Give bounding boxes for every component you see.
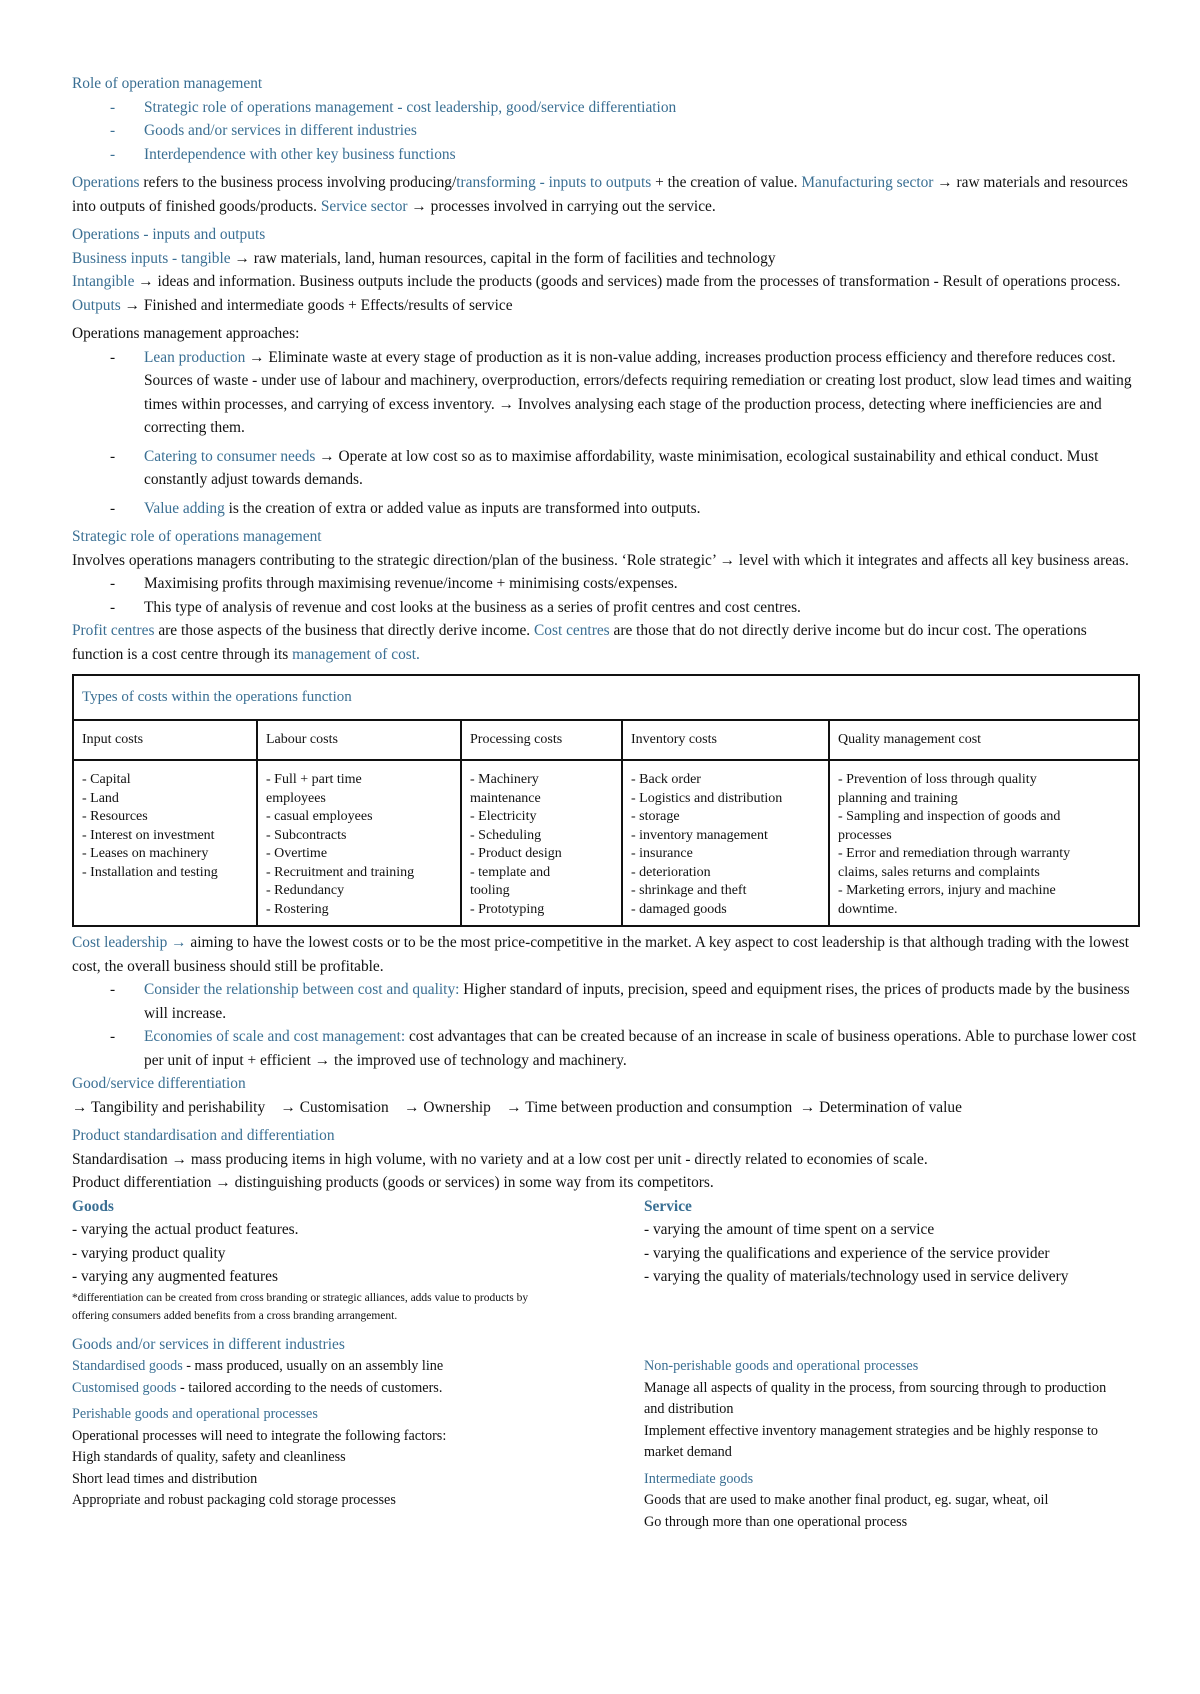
cell-line: - deterioration <box>631 864 711 880</box>
table-header: Inventory costs <box>622 720 829 760</box>
industries-right <box>644 1356 1114 1533</box>
section-title-standardisation: Product standardisation and differentiation <box>72 1127 335 1144</box>
table-cell-input-costs <box>73 760 257 926</box>
cell-line: - insurance <box>631 846 693 861</box>
table-header: Input costs <box>73 720 257 760</box>
role-list <box>72 96 1138 167</box>
goods-title: Goods <box>72 1197 114 1215</box>
cell-line: tooling <box>470 883 510 898</box>
differentiation-factors: → Tangibility and perishability → Customisation → Ownership → Time between production and consumption → Determination of value <box>72 1098 962 1116</box>
term: Cost leadership → <box>72 934 187 951</box>
text: aiming to have the lowest costs or to be the most price-competitive in the market. A key aspect to cost leadership is that although trading with the lowest cost, the overall business should still be profitable. <box>72 934 1130 975</box>
term: Outputs <box>72 296 121 314</box>
cell-line: - Logistics and distribution <box>631 790 783 806</box>
cell-line: - inventory management <box>631 827 768 843</box>
list-item: Short lead times and distribution <box>72 1470 258 1487</box>
cell-line: - Resources <box>82 809 148 824</box>
table-header: Processing costs <box>461 720 622 760</box>
approaches-title: Operations management approaches: <box>72 325 300 342</box>
list-item <box>72 445 1138 492</box>
list-item: - varying the amount of time spent on a service <box>644 1221 935 1238</box>
strategic-list <box>72 572 1138 619</box>
table-header: Labour costs <box>257 720 461 760</box>
text: + the creation of value. <box>651 174 802 191</box>
cell-line: - Leases on machinery <box>82 846 209 861</box>
list-item: High standards of quality, safety and cleanliness <box>72 1449 346 1465</box>
costlead-list <box>72 978 1138 1072</box>
list-item: Implement effective inventory management strategies and be highly response to market demand <box>644 1422 1098 1460</box>
text: are those that do not directly derive income but do incur cost. The operations function is a cost centre through its <box>72 622 1087 663</box>
cell-line: claims, sales returns and complaints <box>838 864 1040 880</box>
list-item: - varying the qualifications and experience of the service provider <box>644 1244 1050 1262</box>
cell-line: - casual employees <box>266 809 373 824</box>
list-item: - varying the quality of materials/technology used in service delivery <box>644 1268 1069 1285</box>
paragraph <box>72 270 1138 294</box>
cell-line: - Electricity <box>470 809 537 824</box>
list-item: - This type of analysis of revenue and cost looks at the business as a series of profit centres and cost centres. <box>72 596 1138 620</box>
term: Consider the relationship between cost and quality: <box>144 981 460 998</box>
list-item: - varying product quality <box>72 1244 226 1262</box>
text: → Finished and intermediate goods + Effects/results of service <box>120 296 513 314</box>
term: Operations <box>72 174 140 191</box>
paragraph <box>72 619 1138 666</box>
text: - mass produced, usually on an assembly line <box>182 1358 444 1374</box>
cell-line: - damaged goods <box>631 901 727 917</box>
list-item: - Maximising profits through maximising revenue/income + minimising costs/expenses. <box>72 572 1138 596</box>
list-item: - Goods and/or services in different industries <box>72 119 1138 143</box>
list-item: - Interdependence with other key business functions <box>72 143 1138 167</box>
nonperishable-title: Non-perishable goods and operational processes <box>644 1358 919 1374</box>
section-title-role: Role of operation management <box>72 75 263 92</box>
term: Customised goods <box>72 1379 177 1396</box>
cell-line: - Redundancy <box>266 883 345 898</box>
intermediate-title: Intermediate goods <box>644 1470 754 1487</box>
text: refers to the business process involving producing/ <box>139 174 457 191</box>
term: Service sector <box>320 197 408 215</box>
cell-line: - storage <box>631 809 680 824</box>
table-cell-inventory-costs <box>622 760 829 926</box>
paragraph: Involves operations managers contributing to the strategic direction/plan of the business. ‘Role strategic’ → level with which it integrates and affects all key business areas. <box>72 551 1129 569</box>
list-item: - varying any augmented features <box>72 1268 278 1285</box>
list-item: Operational processes will need to integrate the following factors: <box>72 1427 447 1444</box>
cell-line: - Back order <box>631 772 701 787</box>
text: → Eliminate waste at every stage of production as it is non-value adding, increases production process efficiency and therefore reduces cost. Sources of waste - under use of labour and machinery, overproduction, errors/defects requiring remediation or creating lost product, slow lead times and waiting times within processes, and carrying of excess inventory. → Involves analysing each stage of the production process, detecting where inefficiencies are and correcting them. <box>144 348 1132 436</box>
list-item <box>72 346 1138 440</box>
goods-column <box>72 1195 644 1325</box>
approaches-list <box>72 346 1138 521</box>
cell-line: - Overtime <box>266 846 328 861</box>
term: Business inputs - tangible <box>72 249 231 267</box>
cell-line: - Prevention of loss through quality <box>838 772 1037 787</box>
text: → raw materials, land, human resources, capital in the form of facilities and technology <box>230 249 776 267</box>
cell-line: - Land <box>82 790 119 806</box>
cell-line: - Capital <box>82 772 131 787</box>
cell-line: - Installation and testing <box>82 864 218 880</box>
cell-line: - Marketing errors, injury and machine <box>838 883 1056 898</box>
text: → processes involved in carrying out the service. <box>407 197 716 215</box>
perishable-title: Perishable goods and operational processes <box>72 1406 318 1422</box>
text: - tailored according to the needs of customers. <box>176 1379 443 1396</box>
paragraph <box>72 294 1138 318</box>
list-item <box>72 1025 1138 1072</box>
text: → ideas and information. Business outputs include the products (goods and services) made from the processes of transformation - Result of operations process. <box>134 273 1121 290</box>
text: are those aspects of the business that directly derive income. <box>154 622 534 639</box>
term: Profit centres <box>72 622 155 639</box>
table-header: Quality management cost <box>829 720 1139 760</box>
industries-left <box>72 1356 644 1533</box>
costs-table <box>72 674 1140 927</box>
text: → raw materials and resources into outputs of finished goods/products. <box>72 174 1128 215</box>
text: is the creation of extra or added value as inputs are transformed into outputs. <box>224 499 701 517</box>
document-body <box>72 72 1138 1533</box>
cell-line: - Machinery <box>470 772 539 787</box>
paragraph: Standardisation → mass producing items in high volume, with no variety and at a low cost per unit - directly related to economies of scale. <box>72 1150 928 1168</box>
cell-line: - Product design <box>470 846 562 861</box>
paragraph <box>72 931 1138 978</box>
term: Economies of scale and cost management: <box>144 1028 406 1045</box>
industries-columns <box>72 1356 1138 1533</box>
term: Catering to consumer needs <box>144 447 316 465</box>
list-item: - varying the actual product features. <box>72 1221 299 1238</box>
term: management of cost. <box>292 645 420 663</box>
table-title: Types of costs within the operations function <box>73 675 1139 720</box>
cell-line: employees <box>266 790 326 806</box>
cell-line: - Rostering <box>266 901 329 917</box>
list-item <box>72 497 1138 521</box>
list-item: Goods that are used to make another final product, eg. sugar, wheat, oil <box>644 1492 1049 1508</box>
operations-definition <box>72 171 1138 218</box>
list-item: - Strategic role of operations management - cost leadership, good/service differentiation <box>72 96 1138 120</box>
paragraph <box>72 1356 644 1378</box>
term: Standardised goods <box>72 1358 183 1374</box>
term: Cost centres <box>534 622 610 639</box>
text: Higher standard of inputs, precision, speed and equipment rises, the prices of products made by the business will increase. <box>144 981 1130 1022</box>
cell-line: - Sampling and inspection of goods and <box>838 809 1061 824</box>
cell-line: downtime. <box>838 901 898 917</box>
section-title-industries: Goods and/or services in different industries <box>72 1335 345 1353</box>
term: Intangible <box>72 273 135 290</box>
cell-line: planning and training <box>838 790 958 806</box>
section-title-differentiation: Good/service differentiation <box>72 1075 246 1092</box>
cell-line: - Scheduling <box>470 827 542 843</box>
table-cell-processing-costs <box>461 760 622 926</box>
table-cell-labour-costs <box>257 760 461 926</box>
service-title: Service <box>644 1197 692 1215</box>
list-item <box>72 978 1138 1025</box>
list-item: Manage all aspects of quality in the process, from sourcing through to production and distribution <box>644 1379 1107 1417</box>
table-cell-quality-costs <box>829 760 1139 926</box>
cell-line: - Error and remediation through warranty <box>838 846 1071 861</box>
goods-service-columns <box>72 1195 1138 1325</box>
service-column <box>644 1195 1138 1325</box>
cell-line: processes <box>838 827 892 843</box>
cell-line: maintenance <box>470 790 541 806</box>
text: cost advantages that can be created because of an increase in scale of business operations. Able to purchase lower cost per unit of input + efficient → the improved use of technology and machinery. <box>144 1028 1137 1069</box>
cell-line: - template and <box>470 864 551 880</box>
term: Lean production <box>144 348 246 366</box>
cell-line: - Prototyping <box>470 901 545 917</box>
text: → Operate at low cost so as to maximise affordability, waste minimisation, ecological sustainability and ethical conduct. Must constantly adjust towards demands. <box>144 447 1099 488</box>
term: transforming - inputs to outputs <box>456 174 652 191</box>
term: Manufacturing sector <box>801 174 934 191</box>
paragraph <box>72 1378 644 1400</box>
goods-note: *differentiation can be created from cross branding or strategic alliances, adds value to products by offering consumers added benefits from a cross branding arrangement. <box>72 1291 529 1322</box>
paragraph <box>72 247 1138 271</box>
list-item: Go through more than one operational process <box>644 1513 908 1530</box>
cell-line: - Full + part time <box>266 772 362 787</box>
section-title-inputs: Operations - inputs and outputs <box>72 226 266 243</box>
term: Value adding <box>144 499 225 517</box>
cell-line: - shrinkage and theft <box>631 883 747 898</box>
cell-line: - Recruitment and training <box>266 864 415 880</box>
list-item: Appropriate and robust packaging cold storage processes <box>72 1492 396 1508</box>
cell-line: - Interest on investment <box>82 827 215 843</box>
cell-line: - Subcontracts <box>266 827 347 843</box>
paragraph: Product differentiation → distinguishing products (goods or services) in some way from its competitors. <box>72 1174 714 1191</box>
section-title-strategic: Strategic role of operations management <box>72 528 322 545</box>
